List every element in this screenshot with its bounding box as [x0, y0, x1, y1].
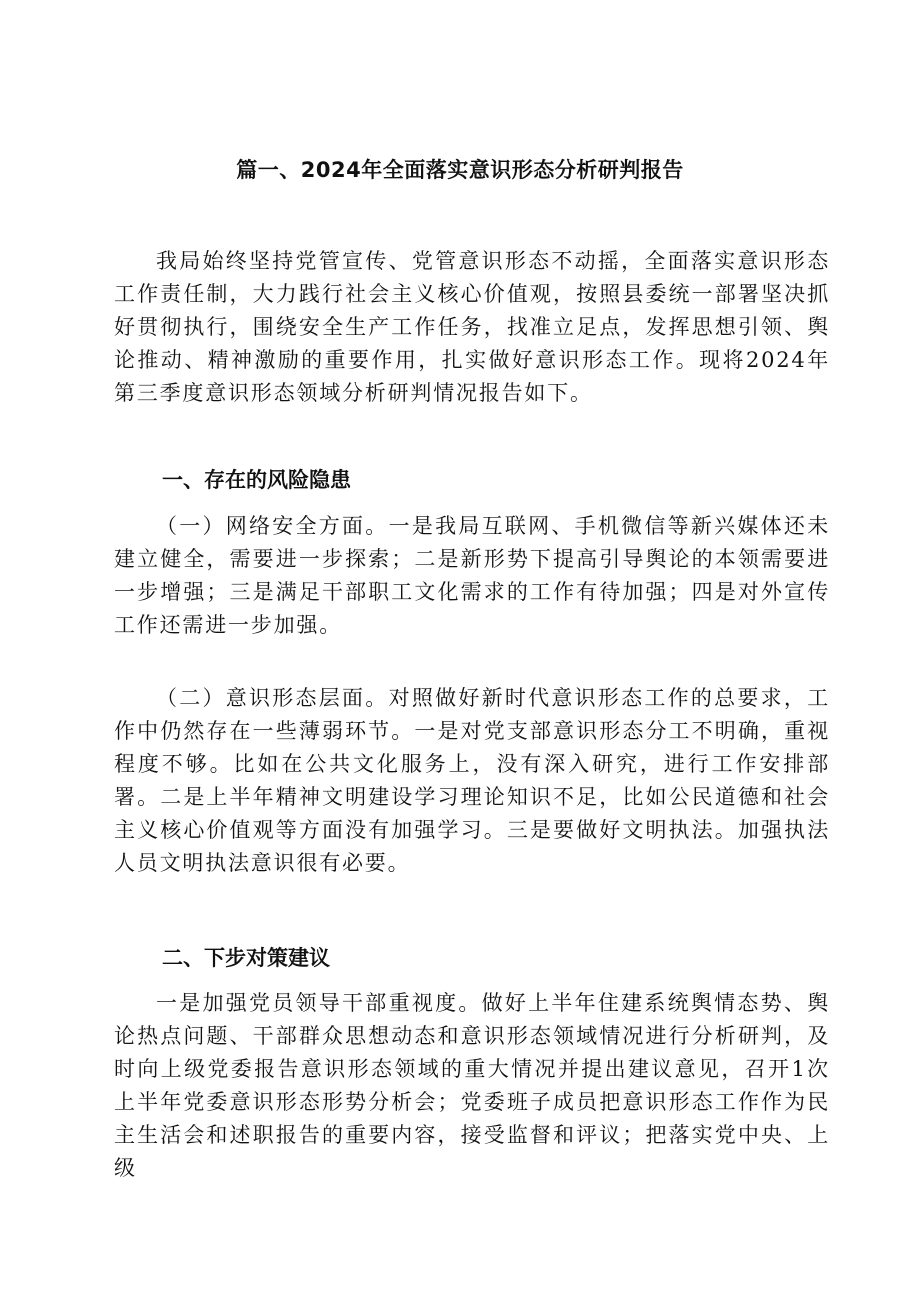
intro-paragraph: 我局始终坚持党管宣传、党管意识形态不动摇，全面落实意识形态工作责任制，大力践行社会主义核心价值观，按照县委统一部署坚决抓好贯彻执行，围绕安全生产工作任务，找准立足点，发挥思想引领、舆论推动、精神激励的重要作用，扎实做好意识形态工作。现将2024年第三季度意识形态领域分析研判情况报告如下。	[114, 249, 830, 405]
paragraph-leadership-emphasis: 一是加强党员领导干部重视度。做好上半年住建系统舆情态势、舆论热点问题、干部群众思想动态和意识形态领域情况进行分析研判，及时向上级党委报告意识形态领域的重大情况并提出建议意见，召开1次上半年党委意识形态形势分析会；党委班子成员把意识形态工作作为民主生活会和述职报告的重要内容，接受监督和评议；把落实党中央、上级	[114, 991, 830, 1180]
paragraph-network-security: （一）网络安全方面。一是我局互联网、手机微信等新兴媒体还未建立健全，需要进一步探索；二是新形势下提高引导舆论的本领需要进一步增强；三是满足干部职工文化需求的工作有待加强；四是对外宣传工作还需进一步加强。	[114, 514, 830, 637]
paragraph-ideology-level: （二）意识形态层面。对照做好新时代意识形态工作的总要求，工作中仍然存在一些薄弱环节。一是对党支部意识形态分工不明确，重视程度不够。比如在公共文化服务上，没有深入研究，进行工作安排部署。二是上半年精神文明建设学习理论知识不足，比如公民道德和社会主义核心价值观等方面没有加强学习。三是要做好文明执法。加强执法人员文明执法意识很有必要。	[114, 686, 830, 875]
section-heading-countermeasures: 二、下步对策建议	[162, 946, 330, 970]
section-heading-risks: 一、存在的风险隐患	[162, 468, 351, 492]
document-title: 篇一、2024年全面落实意识形态分析研判报告	[236, 158, 684, 182]
